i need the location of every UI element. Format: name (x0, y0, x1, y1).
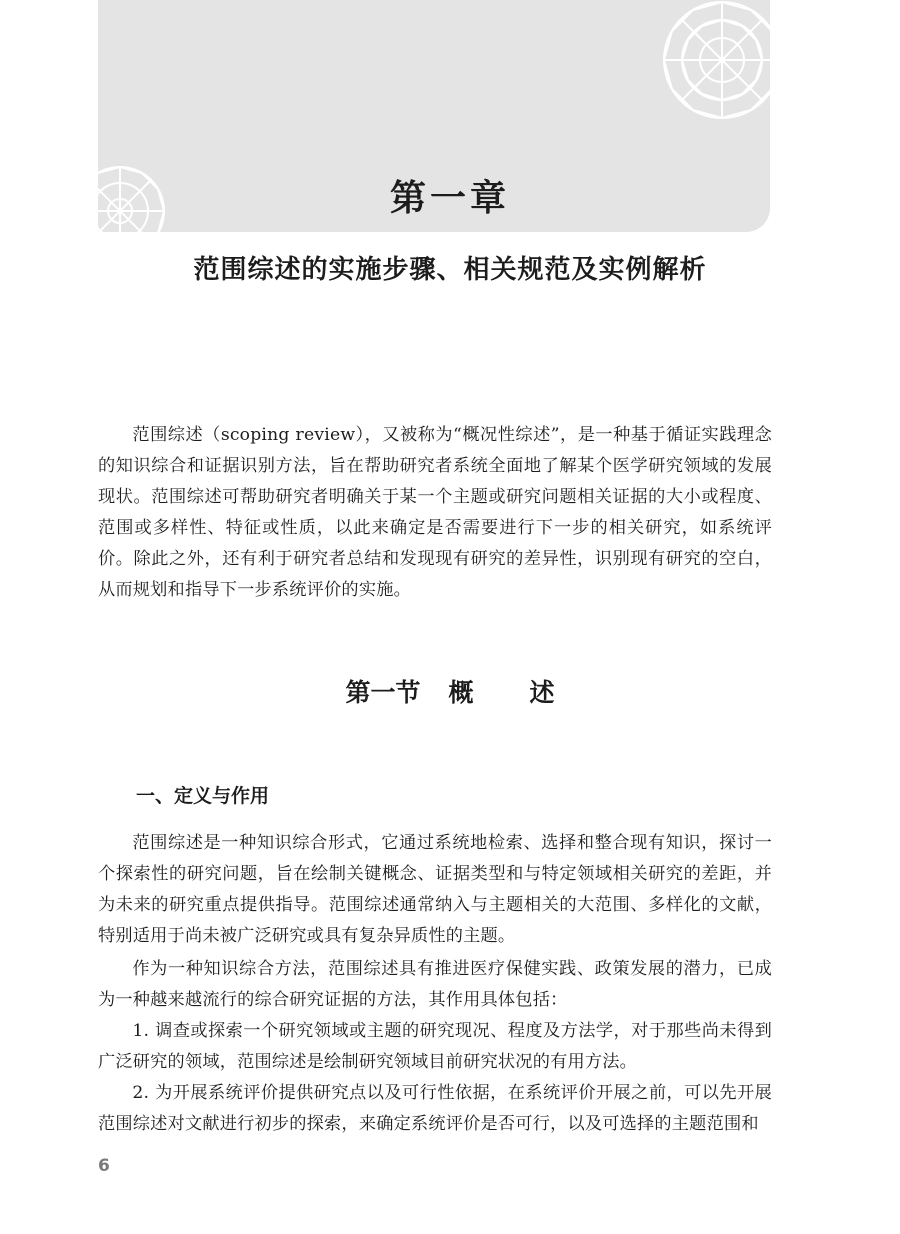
method-paragraph: 作为一种知识综合方法，范围综述具有推进医疗保健实践、政策发展的潜力，已成为一种越来越流行的综合研究证据的方法，其作用具体包括： (98, 959, 772, 1010)
list-item: 2. 为开展系统评价提供研究点以及可行性依据，在系统评价开展之前，可以先开展范围综述对文献进行初步的探索，来确定系统评价是否可行，以及可选择的主题范围和 (98, 1083, 772, 1134)
intro-paragraph: 范围综述（scoping review），又被称为“概况性综述”，是一种基于循证实践理念的知识综合和证据识别方法，旨在帮助研究者系统全面地了解某个医学研究领域的发展现状。范围综述可帮助研究者明确关于某一个主题或研究问题相关证据的大小或程度、范围或多样性、特征或性质，以此来确定是否需要进行下一步的相关研究，如系统评价。除此之外，还有利于研究者总结和发现现有研究的差异性，识别现有研究的空白，从而规划和指导下一步系统评价的实施。 (98, 425, 772, 600)
definition-paragraph: 范围综述是一种知识综合形式，它通过系统地检索、选择和整合现有知识，探讨一个探索性的研究问题，旨在绘制关键概念、证据类型和与特定领域相关研究的差距，并为未来的研究重点提供指导。范围综述通常纳入与主题相关的大范围、多样化的文献，特别适用于尚未被广泛研究或具有复杂异质性的主题。 (98, 833, 772, 946)
section-number: 第一节 (345, 678, 421, 707)
chapter-label: 第一章 (389, 178, 510, 219)
subsection-heading: 一、定义与作用 (136, 785, 270, 807)
chapter-title: 范围综述的实施步骤、相关规范及实例解析 (193, 255, 707, 285)
section-title-char: 概 (448, 678, 474, 707)
list-item: 1. 调查或探索一个研究领域或主题的研究现况、程度及方法学，对于那些尚未得到广泛研究的领域，范围综述是绘制研究领域目前研究状况的有用方法。 (98, 1021, 772, 1072)
page-number: 6 (98, 1156, 110, 1176)
section-title-char: 述 (529, 678, 555, 707)
section-heading (0, 674, 900, 712)
geometric-ornament-icon (652, 0, 770, 150)
